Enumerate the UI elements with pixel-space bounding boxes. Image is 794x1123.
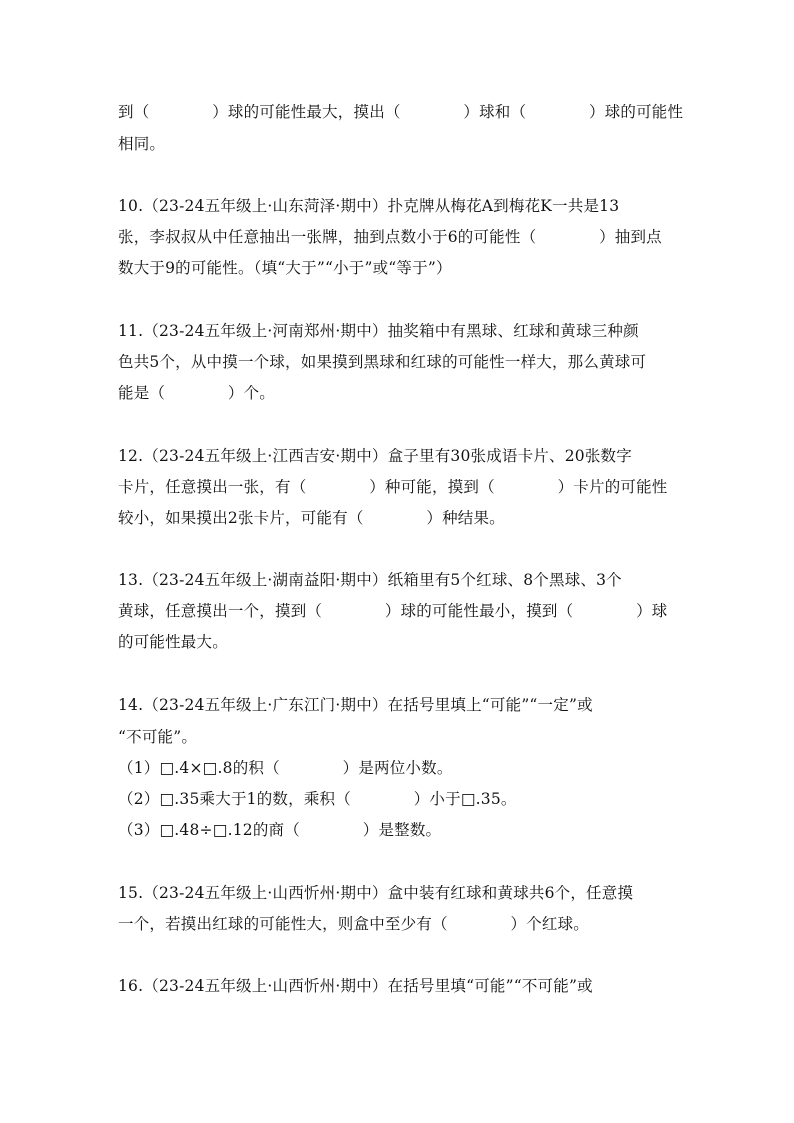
q13-line-1: 13.（23-24五年级上·湖南益阳·期中）纸箱里有5个红球、8个黑球、3个 — [118, 571, 622, 589]
q14-line-1: 14.（23-24五年级上·广东江门·期中）在括号里填上“可能”“一定”或 — [118, 696, 593, 714]
q10-line-1: 10.（23-24五年级上·山东菏泽·期中）扑克牌从梅花A到梅花K一共是13 — [118, 197, 620, 215]
q12-line-3: 较小，如果摸出2张卡片，可能有（ ）种结果。 — [118, 509, 505, 527]
q14-line-2: “不可能”。 — [118, 728, 198, 746]
q12-line-2: 卡片，任意摸出一张，有（ ）种可能，摸到（ ）卡片的可能性 — [118, 478, 668, 496]
q11-line-2: 色共5个，从中摸一个球，如果摸到黑球和红球的可能性一样大，那么黄球可 — [118, 353, 647, 371]
q13-line-3: 的可能性最大。 — [118, 633, 228, 651]
q15-line-1: 15.（23-24五年级上·山西忻州·期中）盒中装有红球和黄球共6个，任意摸 — [118, 884, 634, 902]
q12-line-1: 12.（23-24五年级上·江西吉安·期中）盒子里有30张成语卡片、20张数字 — [118, 447, 632, 465]
q14-sub-2: （2）□.35乘大于1的数，乘积（ ）小于□.35。 — [118, 790, 517, 808]
q10-line-2: 张，李叔叔从中任意抽出一张牌，抽到点数小于6的可能性（ ）抽到点 — [118, 228, 662, 246]
q13-line-2: 黄球，任意摸出一个，摸到（ ）球的可能性最小，摸到（ ）球 — [118, 602, 668, 620]
q11-line-3: 能是（ ）个。 — [118, 384, 276, 402]
q15-line-2: 一个，若摸出红球的可能性大，则盒中至少有（ ）个红球。 — [118, 915, 590, 933]
q11-line-1: 11.（23-24五年级上·河南郑州·期中）抽奖箱中有黑球、红球和黄球三种颜 — [118, 322, 639, 340]
q16-line-1: 16.（23-24五年级上·山西忻州·期中）在括号里填“可能”“不可能”或 — [118, 977, 593, 995]
q14-sub-3: （3）□.48÷□.12的商（ ）是整数。 — [118, 821, 442, 839]
q9-line-2: 相同。 — [118, 135, 166, 153]
q14-sub-1: （1）□.4×□.8的积（ ）是两位小数。 — [118, 759, 453, 777]
q9-line-1: 到（ ）球的可能性最大，摸出（ ）球和（ ）球的可能性 — [118, 103, 684, 121]
q10-line-3: 数大于9的可能性。（填“大于”“小于”或“等于”） — [118, 259, 452, 277]
